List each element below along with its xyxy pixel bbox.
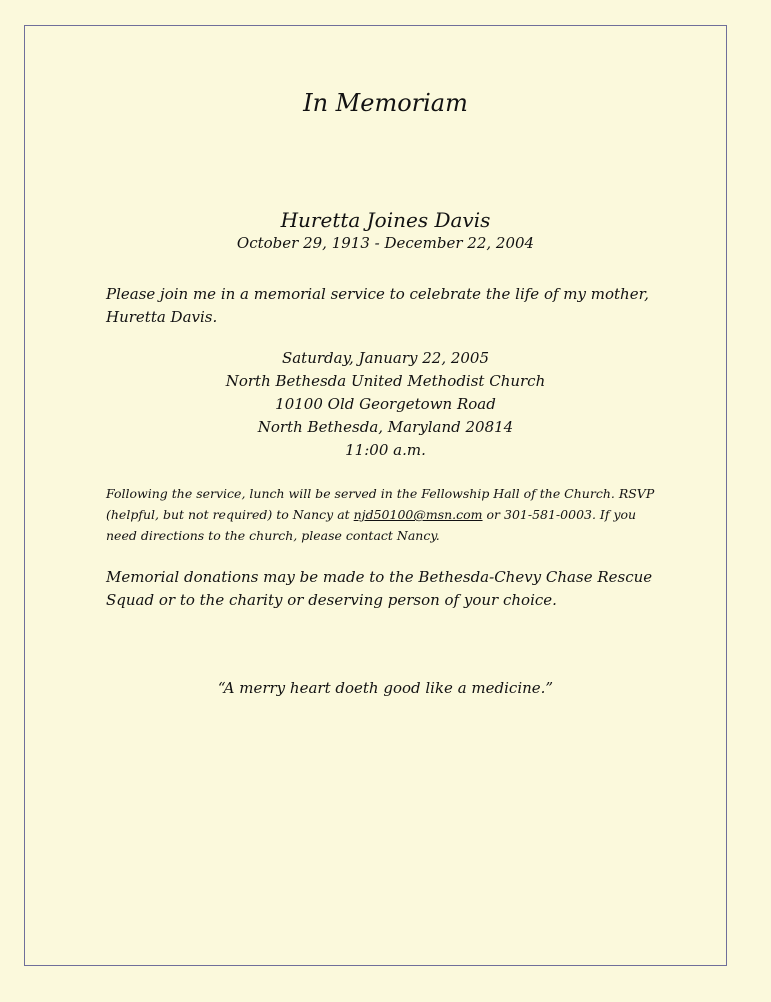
service-details [0, 347, 771, 462]
honoree-dates: October 29, 1913 - December 22, 2004 [236, 234, 535, 252]
page-title: In Memoriam [303, 89, 468, 117]
invitation-text: Please join me in a memorial service to celebrate the life of my mother, Huretta Davis. [106, 285, 649, 326]
lunch-rsvp-text [106, 483, 666, 546]
donations-text: Memorial donations may be made to the Bethesda-Chevy Chase Rescue Squad or to the charity or deserving person of your choice. [106, 568, 653, 609]
service-date: Saturday, January 22, 2005 [281, 349, 490, 367]
lunch-text-start: Following the service, lunch will be served in the Fellowship Hall of the Church. RSVP (helpful, but not required) to Nancy at [106, 486, 655, 522]
honoree-name: Huretta Joines Davis [280, 208, 491, 232]
service-street: 10100 Old Georgetown Road [275, 395, 496, 413]
lunch-text-end: or 301-581-0003. If you need directions to the church, please contact Nancy. [106, 507, 637, 543]
service-venue: North Bethesda United Methodist Church [225, 372, 546, 390]
closing-quote: “A merry heart doeth good like a medicine.” [217, 679, 554, 697]
service-time: 11:00 a.m. [345, 441, 426, 459]
rsvp-email-link[interactable]: njd50100@msn.com [353, 507, 483, 522]
service-city: North Bethesda, Maryland 20814 [257, 418, 514, 436]
